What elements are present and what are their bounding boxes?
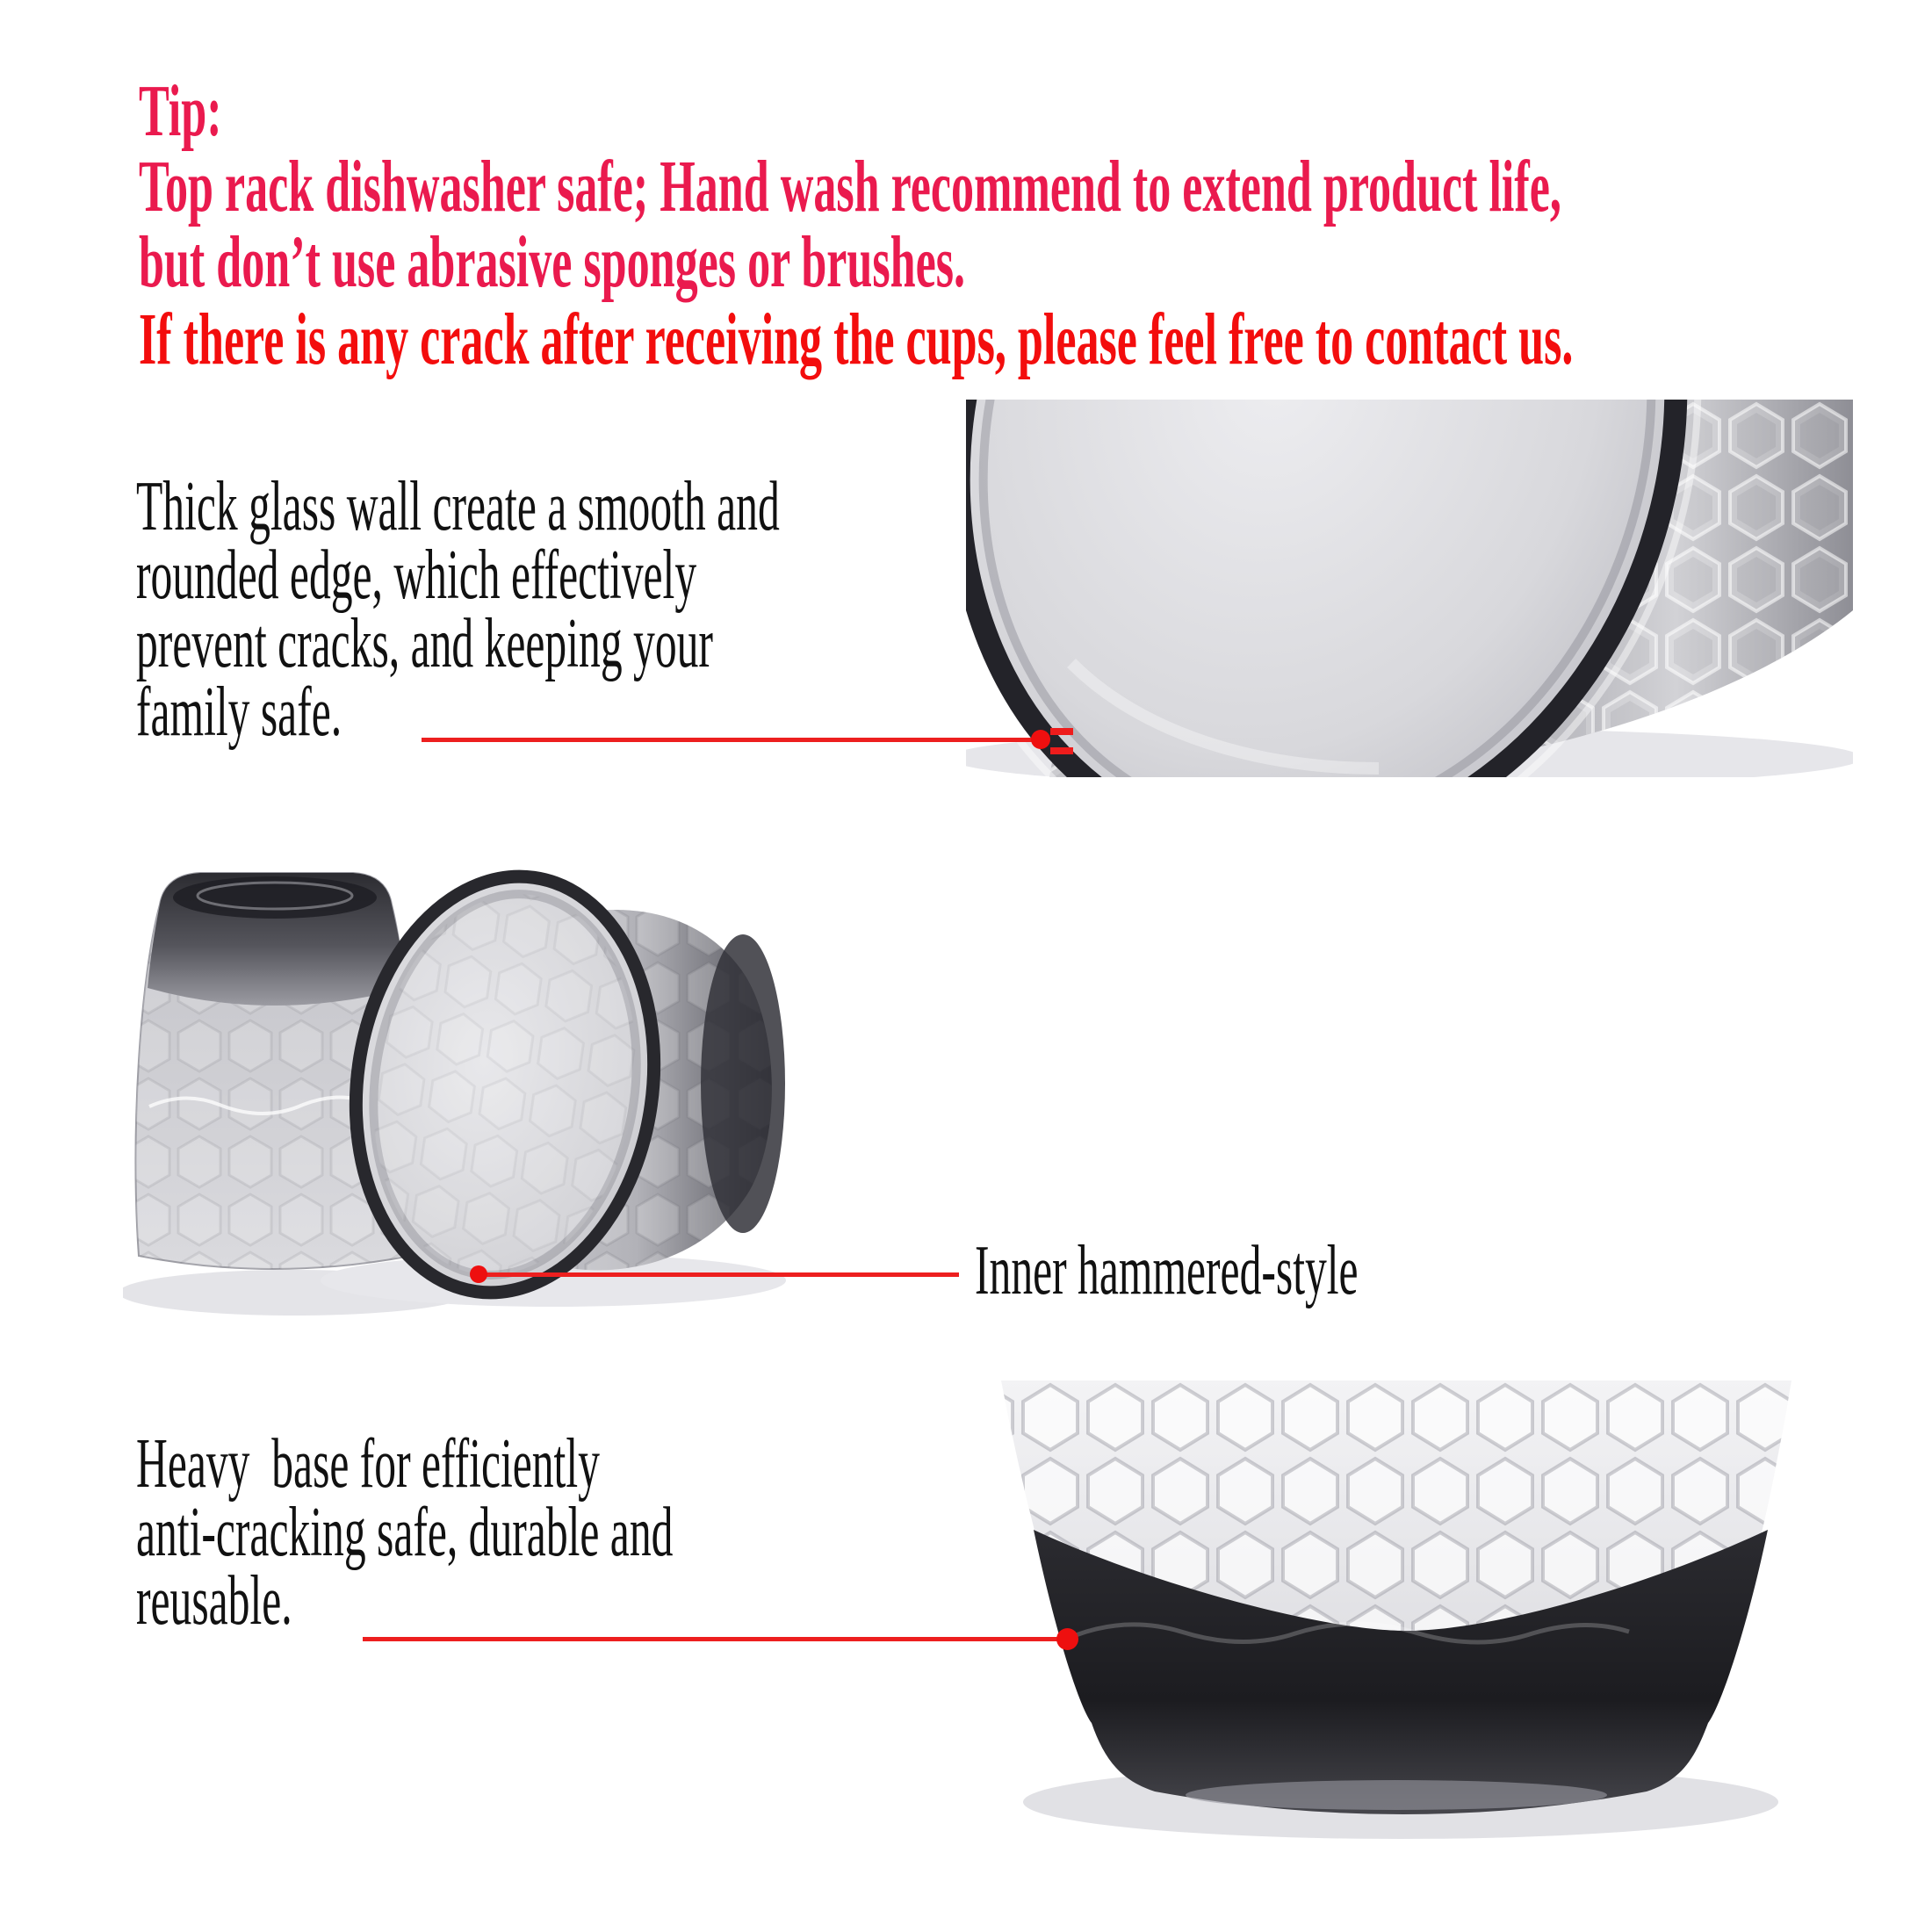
tip-heading: Tip: <box>139 70 222 152</box>
callout-line-thick-wall <box>422 738 1038 742</box>
warranty-line: If there is any crack after receiving the cups, please feel free to contact us. <box>139 299 1574 380</box>
callout-line-heavy-base <box>363 1637 1067 1641</box>
heavy-base-caption-line-1: Heavy base for efficiently <box>136 1425 600 1503</box>
thick-wall-caption-line-2: rounded edge, which effectively <box>136 537 697 614</box>
two-glasses-illustration <box>123 843 790 1322</box>
thick-wall-caption-line-3: prevent cracks, and keeping your <box>136 605 713 682</box>
thick-wall-caption-line-1: Thick glass wall create a smooth and <box>136 468 780 545</box>
product-photo-base-closeup <box>953 1381 1857 1872</box>
rim-closeup-illustration <box>966 400 1853 777</box>
tip-line-1: Top rack dishwasher safe; Hand wash recommend to extend product life, <box>139 146 1561 227</box>
heavy-base-caption-line-2: anti-cracking safe, durable and <box>136 1494 674 1571</box>
callout-dot-inner-hammered <box>470 1265 487 1283</box>
thick-wall-caption-line-4: family safe. <box>136 674 342 751</box>
callout-line-inner-hammered <box>478 1272 959 1277</box>
callout-dot-thick-wall <box>1031 730 1050 749</box>
base-closeup-illustration <box>953 1381 1857 1872</box>
callout-dot-heavy-base <box>1056 1628 1078 1650</box>
heavy-base-caption-line-3: reusable. <box>136 1562 292 1640</box>
product-photo-rim-closeup <box>966 400 1853 777</box>
tip-line-2: but don’t use abrasive sponges or brushes. <box>139 221 966 303</box>
callout-dash-rim-bottom <box>1050 747 1073 754</box>
product-photo-two-glasses <box>123 843 790 1322</box>
callout-dash-rim-top <box>1050 728 1073 735</box>
inner-hammered-caption: Inner hammered-style <box>975 1232 1359 1309</box>
